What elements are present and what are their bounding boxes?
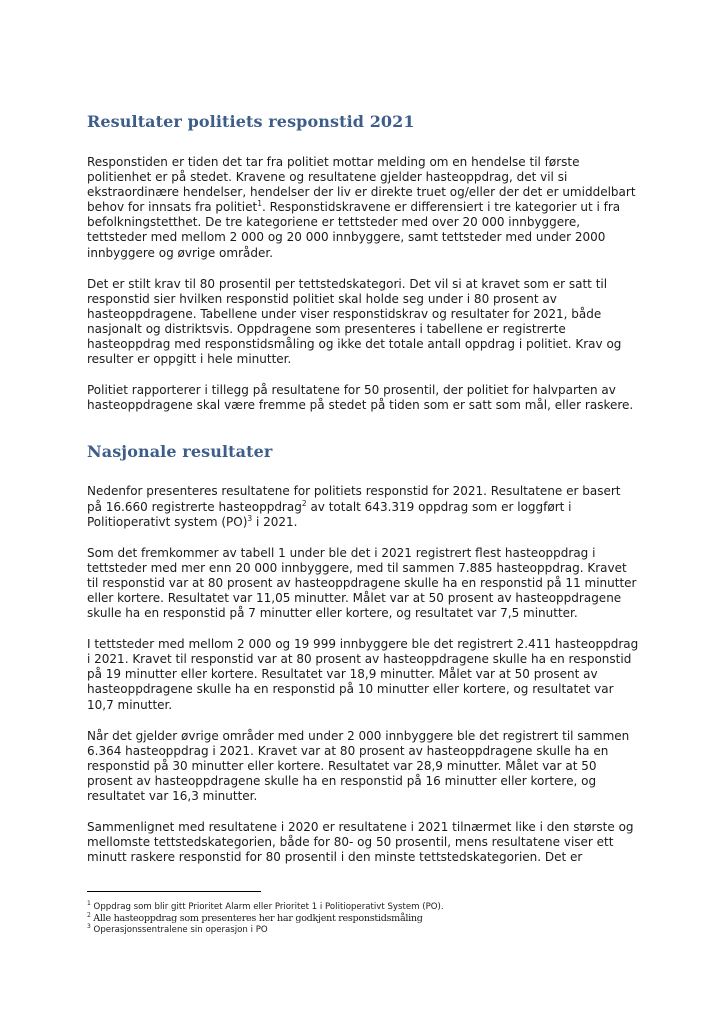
footnote-ref-1: 1 bbox=[257, 199, 262, 209]
paragraph-definition bbox=[87, 155, 639, 261]
paragraph-mellomste-tettsted: I tettsteder med mellom 2 000 og 19 999 innbyggere ble det registrert 2.411 hasteoppdrag i 2021. Kravet til responstid var at 80 prosent av hasteoppdragene skulle ha en responstid på 19 minutter eller kortere. Resultatet var 18,9 minutter. Målet var at 50 prosent av hasteoppdragene skulle ha en responstid på 10 minutter eller kortere, og resultatet var 10,7 minutter. bbox=[87, 637, 639, 712]
paragraph-definition-text-b: . Responstidskravene er differensiert i tre kategorier ut i fra befolkningstetthet. De tre kategoriene er tettsteder med over 20 000 innbyggere, tettsteder med mellom 2 000 og 20 000 innbyggere, samt tettsteder med under 2000 innbyggere og øvrige områder. bbox=[87, 200, 621, 260]
paragraph-nasjonale-intro-a: Nedenfor presenteres resultatene for politiets responstid for 2021. Resultatene er basert på 16.660 registrerte hasteoppdrag bbox=[87, 484, 621, 514]
footnotes bbox=[87, 891, 639, 936]
footnote-separator bbox=[87, 891, 261, 892]
footnote-2: $^2$ Alle hasteoppdrag som presenteres her har godkjent responstidsmåling bbox=[87, 911, 423, 924]
footnote-1: $^1$ Oppdrag som blir gitt Prioritet Alarm eller Prioritet 1 i Politioperativt System (PO). bbox=[87, 900, 444, 912]
paragraph-50-prosentil: Politiet rapporterer i tillegg på resultatene for 50 prosentil, der politiet for halvparten av hasteoppdragene skal være fremme på stedet på tiden som er satt som mål, eller raskere. bbox=[87, 383, 634, 413]
paragraph-definition-text-a: Responstiden er tiden det tar fra politiet mottar melding om en hendelse til første politienhet er på stedet. Kravene og resultatene gjelder hasteoppdrag, det vil si ekstraordinære hendelser, hendelser der liv er direkte truet og/eller der det er umiddelbart behov for innsats fra politiet bbox=[87, 155, 636, 215]
paragraph-nasjonale-intro-b: av totalt 643.319 oppdrag som er loggført i Politioperativt system (PO) bbox=[87, 499, 572, 529]
paragraph-stor-tettsted: Som det fremkommer av tabell 1 under ble det i 2021 registrert flest hasteoppdrag i tettsteder med mer enn 20 000 innbyggere, med til sammen 7.885 hasteoppdrag. Kravet til responstid var at 80 prosent av hasteoppdragene skulle ha en responstid på 11 minutter eller kortere. Resultatet var 11,05 minutter. Målet var at 50 prosent av hasteoppdragene skulle ha en responstid på 7 minutter eller kortere, og resultatet var 7,5 minutter. bbox=[87, 545, 637, 621]
footnote-ref-2: 2 bbox=[301, 498, 307, 508]
paragraph-nasjonale-intro-c: i 2021. bbox=[252, 514, 298, 529]
footnote-ref-3: 3 bbox=[247, 513, 253, 523]
paragraph-ovrige-omrader: Når det gjelder øvrige områder med under 2 000 innbyggere ble det registrert til sammen 6.364 hasteoppdrag i 2021. Kravet var at 80 prosent av hasteoppdragene skulle ha en responstid på 30 minutter eller kortere. Resultatet var 28,9 minutter. Målet var at 50 prosent av hasteoppdragene skulle ha en responstid på 16 minutter eller kortere, og resultatet var 16,3 minutter. bbox=[87, 728, 630, 803]
paragraph-nasjonale-intro bbox=[87, 484, 639, 529]
footnote-3: $^3$ Operasjonssentralene sin operasjon i PO bbox=[87, 923, 268, 935]
paragraph-sammenligning-2020: Sammenlignet med resultatene i 2020 er resultatene i 2021 tilnærmet like i den største og mellomste tettstedskategorien, både for 80- og 50 prosentil, mens resultatene viser ett minutt raskere responstid for 80 prosentil i den minste tettstedskategorien. Det er bbox=[87, 820, 634, 865]
document-body bbox=[87, 112, 639, 865]
section-heading-nasjonale: Nasjonale resultater bbox=[87, 442, 273, 462]
section-heading-responstid: Resultater politiets responstid 2021 bbox=[87, 112, 415, 131]
paragraph-prosentil-krav: Det er stilt krav til 80 prosentil per tettstedskategori. Det vil si at kravet som er satt til responstid sier hvilken responstid politiet skal holde seg under i 80 prosent av hasteoppdragene. Tabellene under viser responstidskrav og resultater for 2021, både nasjonalt og distriktsvis. Oppdragene som presenteres i tabellene er registrerte hasteoppdrag med responstidsmåling og ikke det totale antall oppdrag i politiet. Krav og resulter er oppgitt i hele minutter. bbox=[87, 276, 622, 367]
